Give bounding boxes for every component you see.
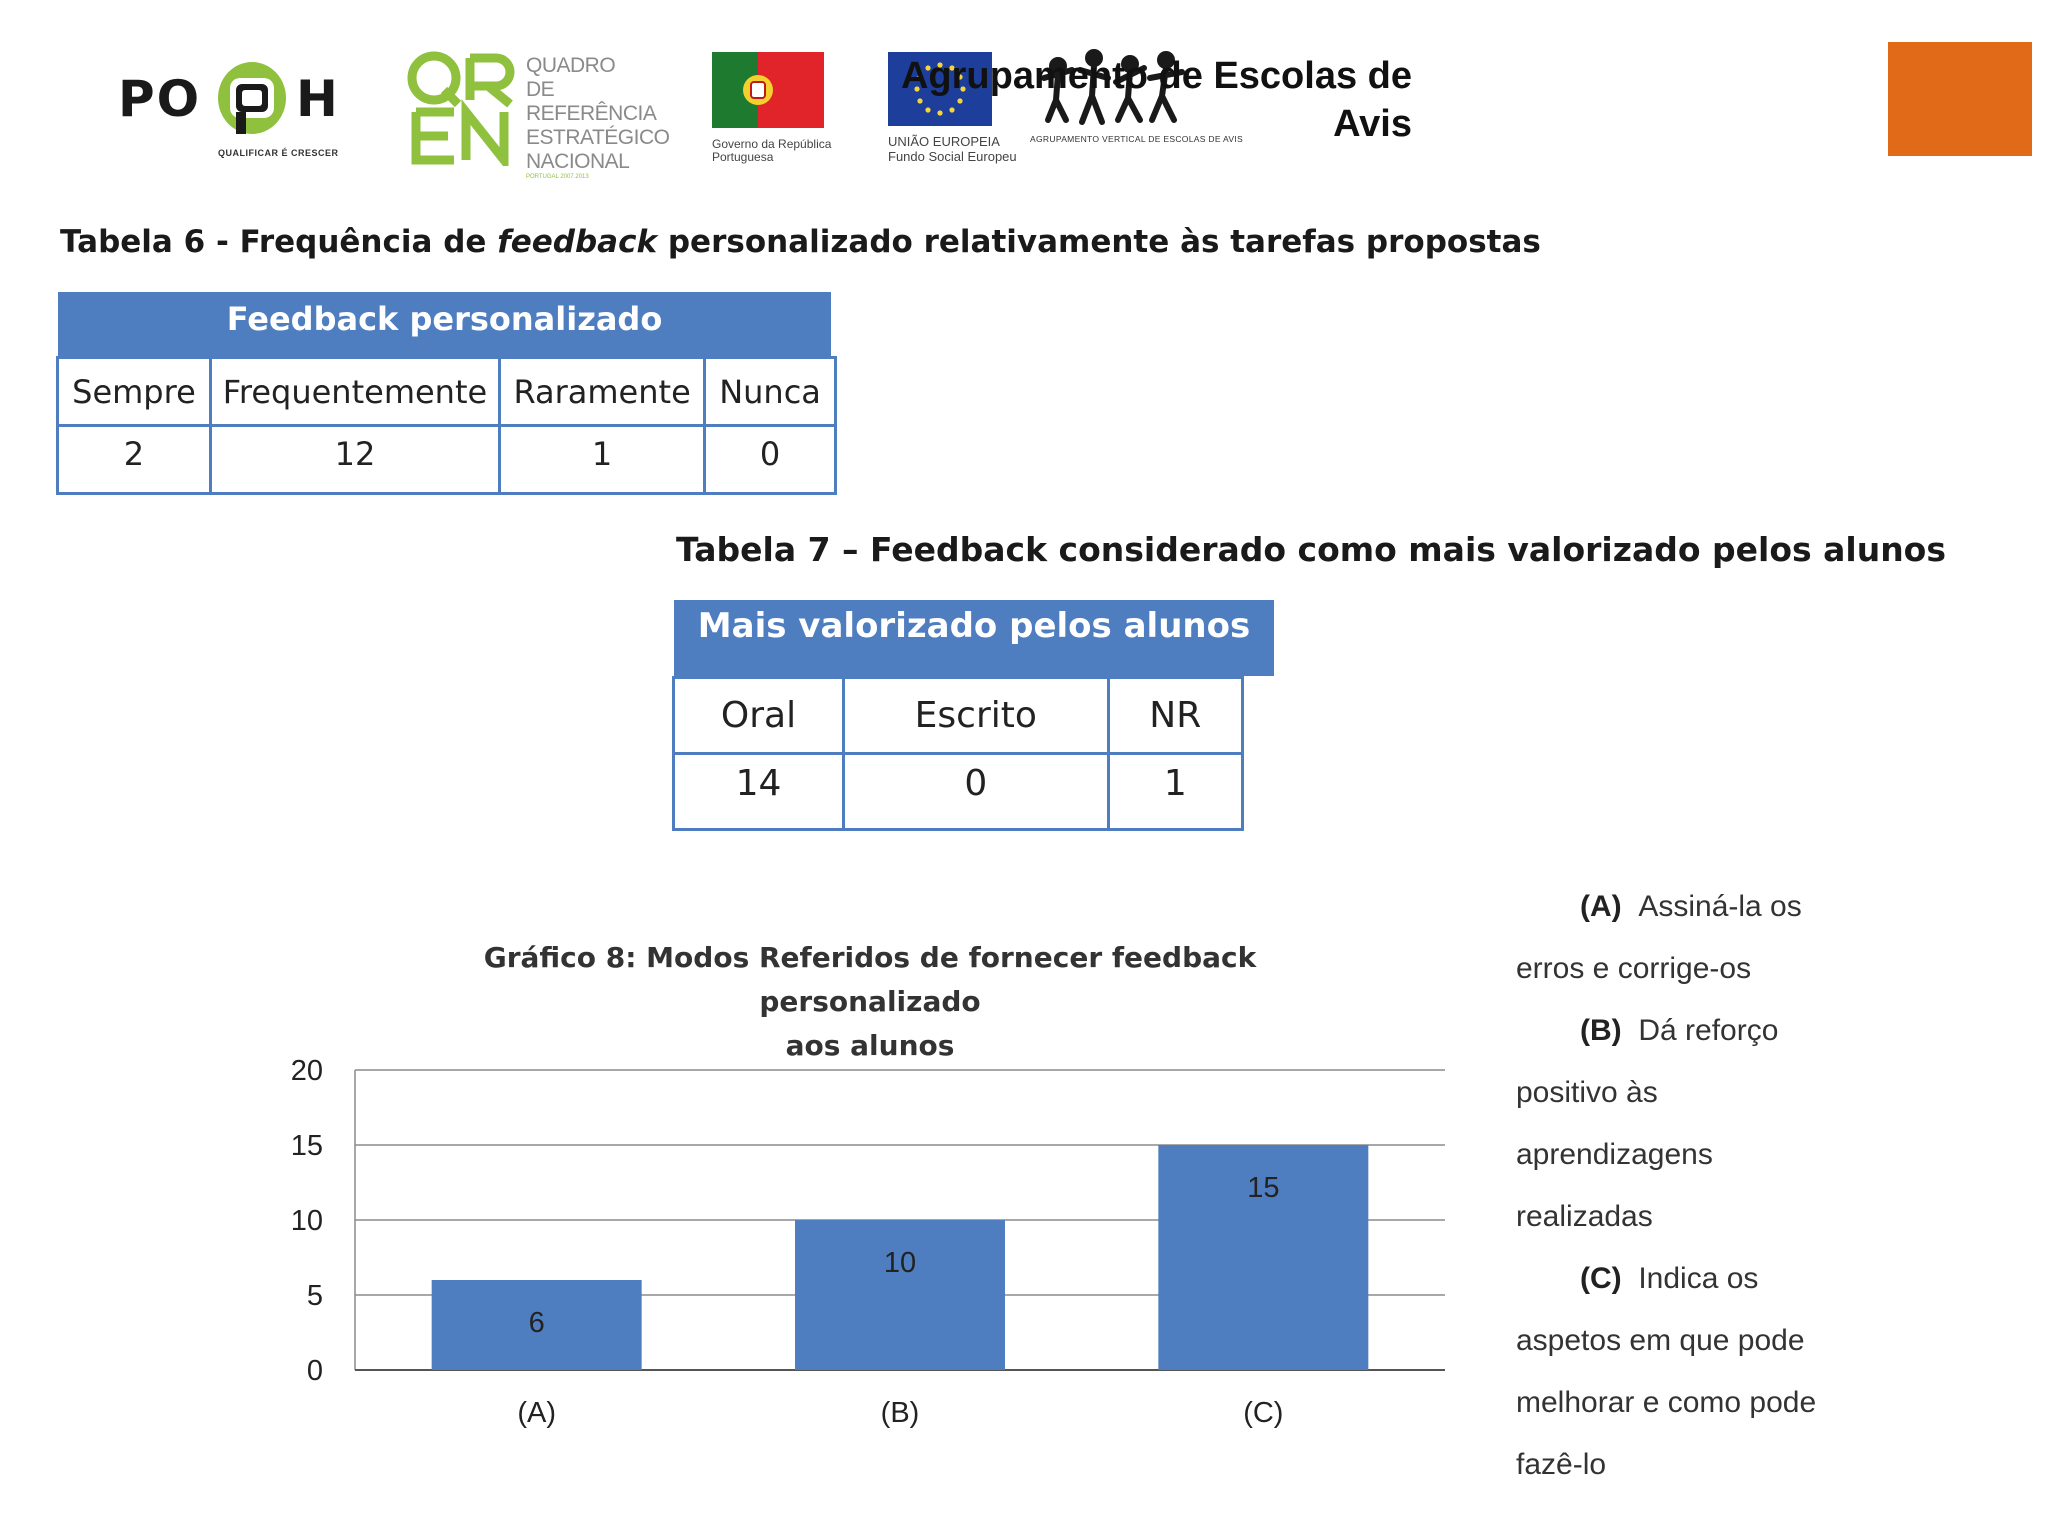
qren-mark-icon xyxy=(404,50,524,166)
table6-col-header: Raramente xyxy=(500,358,705,426)
orange-accent-block xyxy=(1888,42,2032,156)
poph-logo-text-left: PO xyxy=(118,70,202,128)
table6-value: 12 xyxy=(210,426,499,494)
governo-logo xyxy=(712,52,872,172)
table6-header xyxy=(58,292,831,356)
legend-text: Dá reforço xyxy=(1638,1014,1779,1047)
legend-text: Assiná-la os xyxy=(1638,890,1802,923)
school-title-line-2: Avis xyxy=(1333,103,1412,145)
qren-text xyxy=(526,54,684,180)
qren-line: ESTRATÉGICO xyxy=(526,126,670,149)
table7-header xyxy=(674,600,1274,676)
data-label: 15 xyxy=(1247,1172,1280,1204)
chart-title-line-1: Gráfico 8: Modos Referidos de fornecer feedback personalizado xyxy=(483,941,1257,1018)
poph-logo xyxy=(118,48,348,168)
legend-item-b-line xyxy=(1516,1000,2016,1062)
legend-text: positivo às xyxy=(1516,1076,1658,1109)
table6-value-row xyxy=(58,426,836,494)
legend-item-a xyxy=(1516,876,2016,1000)
y-tick-label: 20 xyxy=(290,1055,323,1087)
governo-caption-1: Governo da República xyxy=(712,137,832,151)
table7-col-header: Oral xyxy=(674,678,844,754)
legend-text: erros e corrige-os xyxy=(1516,952,1752,985)
y-tick-label: 15 xyxy=(290,1130,323,1162)
table7-value: 1 xyxy=(1108,754,1242,830)
portugal-flag-icon xyxy=(712,52,824,128)
school-title xyxy=(901,52,1412,148)
table7-value: 0 xyxy=(844,754,1109,830)
y-tick-label: 10 xyxy=(290,1205,323,1237)
data-label: 6 xyxy=(528,1307,545,1339)
table6-caption xyxy=(60,224,1541,260)
table6-col-header: Sempre xyxy=(58,358,211,426)
table7-value-row xyxy=(674,754,1243,830)
qren-line: NACIONAL xyxy=(526,150,630,173)
school-title-line-1: Agrupamento de Escolas de xyxy=(900,55,1412,97)
x-tick-label: (A) xyxy=(517,1397,557,1429)
poph-tagline: QUALIFICAR É CRESCER xyxy=(218,148,339,158)
table7-header-row xyxy=(674,678,1243,754)
poph-speech-bubble-icon xyxy=(216,58,288,142)
legend-text: aprendizagens xyxy=(1516,1138,1713,1171)
table6-header-row xyxy=(58,358,836,426)
table6-caption-italic: feedback xyxy=(497,224,658,260)
table7-col-header: NR xyxy=(1108,678,1242,754)
legend-item-c xyxy=(1516,1248,2016,1496)
qren-logo xyxy=(404,50,684,180)
table6-caption-suffix: personalizado relativamente às tarefas propostas xyxy=(657,224,1541,260)
qren-line: DE REFERÊNCIA xyxy=(526,78,657,125)
table7-caption: Tabela 7 – Feedback considerado como mais valorizado pelos alunos xyxy=(676,530,1947,569)
table6-value: 2 xyxy=(58,426,211,494)
table6-caption-prefix: Tabela 6 - Frequência de xyxy=(60,224,498,260)
legend-text: Indica os xyxy=(1638,1262,1759,1295)
y-tick-label: 5 xyxy=(306,1280,323,1312)
chart-title-line-2: aos alunos xyxy=(785,1029,955,1062)
table7-col-header: Escrito xyxy=(844,678,1109,754)
qren-small-text: PORTUGAL 2007.2013 xyxy=(526,174,589,180)
legend-key: (B) xyxy=(1580,1014,1622,1047)
data-label: 10 xyxy=(883,1247,917,1279)
bar-chart xyxy=(260,1040,1460,1460)
governo-caption-2: Portuguesa xyxy=(712,150,774,164)
table6-col-header: Frequentemente xyxy=(210,358,499,426)
x-tick-label: (C) xyxy=(1243,1397,1284,1429)
table6-col-header: Nunca xyxy=(705,358,836,426)
legend-item-b xyxy=(1516,1000,2016,1248)
legend-key: (A) xyxy=(1580,890,1622,923)
school-logo-caption: AGRUPAMENTO VERTICAL DE ESCOLAS DE AVIS xyxy=(1030,134,1244,144)
table6-value: 0 xyxy=(705,426,836,494)
legend-item-a-line xyxy=(1516,876,2016,938)
legend-text: fazê-lo xyxy=(1516,1448,1607,1481)
y-tick-label: 0 xyxy=(306,1355,323,1387)
legend-text: melhorar e como pode xyxy=(1516,1386,1817,1419)
bar xyxy=(795,1220,1005,1370)
eu-caption-1: UNIÃO EUROPEIA xyxy=(888,134,1000,149)
poph-logo-text-right: H xyxy=(296,70,340,128)
table6-header-text: Feedback personalizado xyxy=(226,300,663,338)
table6 xyxy=(56,356,837,495)
legend xyxy=(1516,876,2016,1496)
table7-value: 14 xyxy=(674,754,844,830)
legend-text: aspetos em que pode xyxy=(1516,1324,1805,1357)
eu-caption-2: Fundo Social Europeu xyxy=(888,149,1017,164)
legend-item-c-line xyxy=(1516,1248,2016,1310)
legend-text: realizadas xyxy=(1516,1200,1653,1233)
table7-header-text: Mais valorizado pelos alunos xyxy=(697,606,1251,646)
table7 xyxy=(672,676,1244,831)
qren-line: QUADRO xyxy=(526,54,616,77)
x-tick-label: (B) xyxy=(880,1397,920,1429)
legend-key: (C) xyxy=(1580,1262,1622,1295)
table6-value: 1 xyxy=(500,426,705,494)
